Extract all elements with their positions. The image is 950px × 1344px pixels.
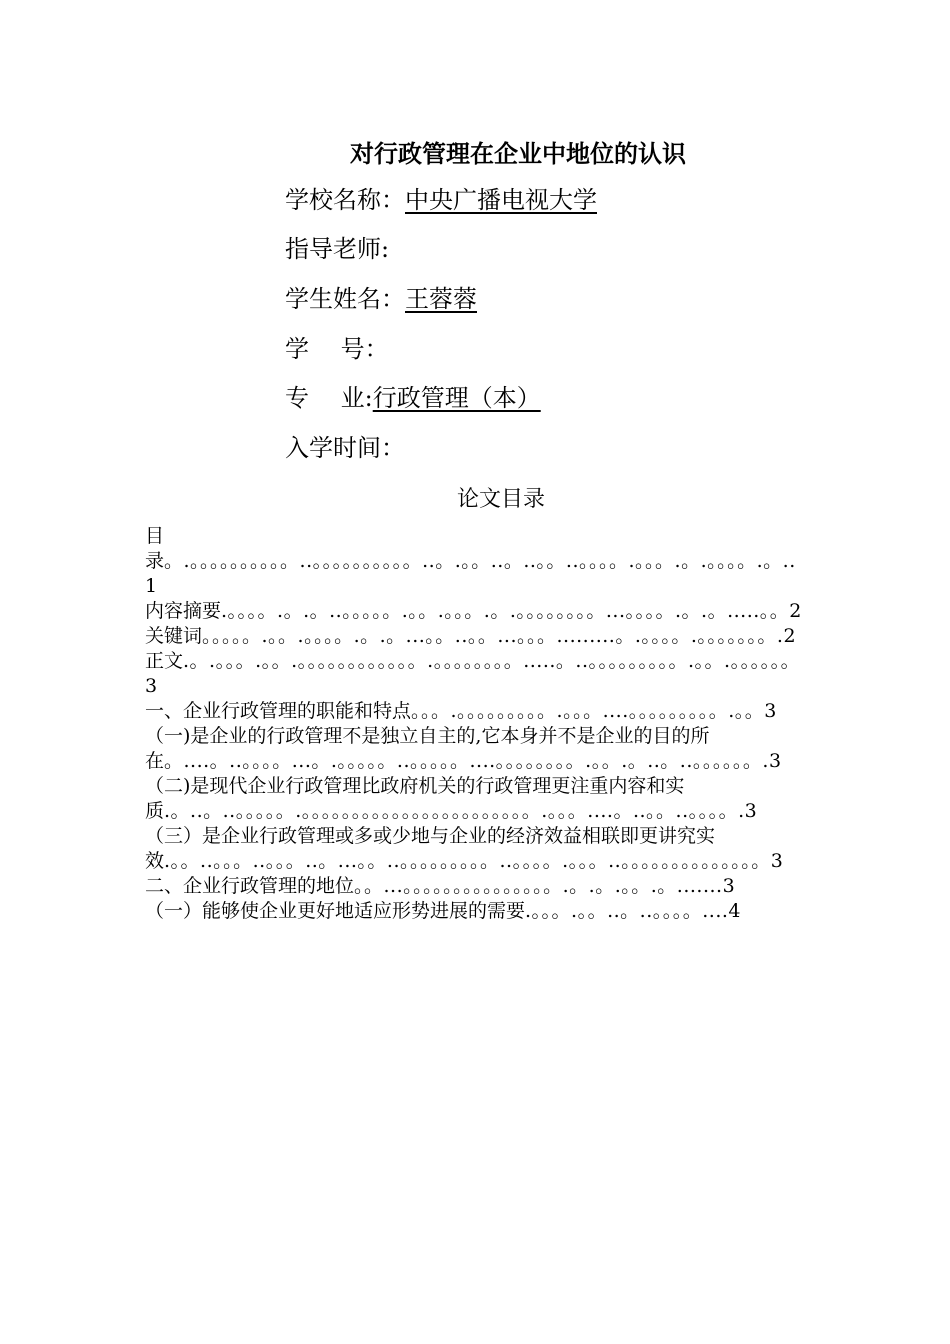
student-value: 王蓉蓉 [405,285,477,313]
enroll-label: 入学时间： [285,434,405,462]
toc-entry-leader: 。....。..。。。。...。.。。。。。..。。。。。....。。。。。。。。.。。.。..。..。。。。。。. [164,750,769,772]
toc-entry-page: 2 [789,600,802,622]
toc-entry[interactable] [145,599,805,624]
toc-entry-text: 目录 [145,525,165,572]
toc-entry-text: 一、企业行政管理的职能和特点 [145,700,412,722]
toc-entry-page: 2 [783,625,796,647]
toc-entry[interactable] [145,724,805,774]
toc-entry-text: 二、企业行政管理的地位 [145,875,355,897]
toc-entry[interactable] [145,774,805,824]
student-id-line [285,333,389,365]
toc-heading: 论文目录 [456,487,545,512]
toc-entry[interactable] [145,699,805,724]
toc-entry[interactable] [145,649,805,699]
toc-entry-leader: .。。..。。。..。。。..。...。。..。。。。。。。。。..。。。。.。。。..。。。。。。。。。。。。。。 [164,850,771,872]
toc-entry[interactable] [145,899,805,924]
toc-entry-page: 3 [764,700,777,722]
toc-entry-text: （一）能够使企业更好地适应形势进展的需要 [145,900,526,922]
toc-entry-leader: 。.。。。。。。。。。。..。。。。。。。。。。..。.。。..。..。。..。。。。.。。。.。.。。。。.。.. [164,550,796,572]
school-line [285,184,597,216]
enroll-line [285,432,405,464]
toc-entry-page: 3 [768,750,782,772]
toc-entry[interactable] [145,624,805,649]
toc-entry-leader: .。。。.。。..。..。。。。.... [525,900,729,922]
toc-entry-leader: 。。。.。。。。。。。。。.。。。....。。。。。。。。。.。。 [411,700,765,722]
student-label: 学生姓名： [285,285,405,313]
student-line [285,283,477,315]
toc-entry-leader: .。。。。.。.。..。。。。。.。。.。。。.。.。。。。。。。。...。。。。.。.。.....。。 [221,600,790,622]
major-value: 行政管理（本） [372,384,541,412]
toc-entry[interactable] [145,824,805,874]
toc-entry-page: 3 [770,850,783,872]
major-line [285,382,541,414]
toc-entry-text: 关键词 [145,625,203,647]
toc-entry-page: 3 [744,800,757,822]
table-of-contents [145,524,805,924]
toc-entry-text: （三）是企业行政管理或多或少地与企业的经济效益相联即更讲究实效 [145,825,716,872]
toc-entry-page: 3 [145,675,158,697]
toc-entry-leader: 。。。。。.。。.。。。。.。.。...。。..。。...。。。.........。.。。。。.。。。。。。。. [202,625,784,647]
advisor-label: 指导老师: [285,235,390,263]
toc-entry-leader: .。..。..。。。。。.。。。。。。。。。。。。。。。。。。。。。。。.。。。....。..。。..。。。。. [164,800,745,822]
toc-entry[interactable] [145,524,805,599]
toc-entry-page: 3 [722,875,735,897]
advisor-line [285,233,389,265]
toc-entry-text: （一)是企业的行政管理不是独立自主的,它本身并不是企业的目的所在 [145,725,710,772]
toc-entry-page: 4 [728,900,741,922]
toc-entry[interactable] [145,874,805,899]
toc-entry-leader: .。.。。。.。。.。。。。。。。。。。。。.。。。。。。。。.....。..。。。。。。。。。.。。.。。。。。。 [183,650,801,672]
toc-entry-text: 内容摘要 [145,600,222,622]
toc-entry-text: （二)是现代企业行政管理比政府机关的行政管理更注重内容和实质 [145,775,685,822]
major-label: 专 业: [285,384,373,412]
toc-entry-page: 1 [145,575,158,597]
student-id-label: 学 号： [285,335,389,363]
school-value: 中央广播电视大学 [405,186,597,214]
school-label: 学校名称： [285,186,405,214]
document-title: 对行政管理在企业中地位的认识 [350,140,686,168]
toc-entry-leader: 。。...。。。。。。。。。。。。。。。.。.。.。。.。....... [354,875,723,897]
toc-entry-text: 正文 [145,650,184,672]
